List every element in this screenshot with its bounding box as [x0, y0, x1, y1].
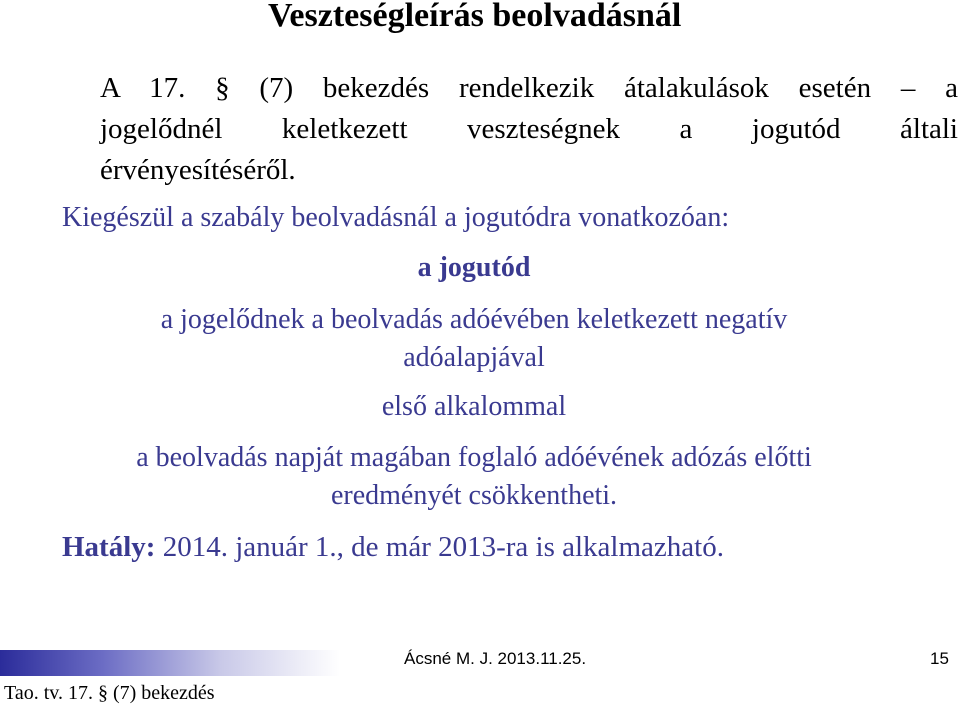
first-time-text: első alkalommal — [381, 391, 567, 422]
effective-date — [62, 527, 724, 567]
loss-line-2: adóalapjával — [403, 342, 545, 373]
subject-heading: a jogutód — [417, 252, 531, 283]
footer-gradient-bar — [0, 650, 340, 676]
footer-page-number: 15 — [930, 649, 949, 668]
intro-line-1: A 17. § (7) bekezdés rendelkezik átalakulások esetén – a — [100, 72, 958, 104]
deduct-line-1: a beolvadás napját magában foglaló adóévének adózás előtti — [136, 442, 812, 473]
effective-label: Hatály: — [62, 531, 156, 563]
effective-text: 2014. január 1., de már 2013-ra is alkalmazható. — [155, 531, 724, 563]
intro-paragraph — [100, 68, 958, 191]
supplement-text: Kiegészül a szabály beolvadásnál a jogutódra vonatkozóan: — [62, 202, 730, 233]
intro-line-3: érvényesítéséről. — [100, 154, 296, 186]
loss-line-1: a jogelődnek a beolvadás adóévében keletkezett negatív — [160, 304, 788, 335]
footer-author-date: Ácsné M. J. 2013.11.25. — [404, 649, 587, 668]
footer-reference: Tao. tv. 17. § (7) bekezdés — [4, 682, 215, 704]
deduct-line-2: eredményét csökkentheti. — [330, 480, 618, 511]
intro-line-2: jogelődnél keletkezett veszteségnek a jogutód általi — [100, 113, 958, 145]
slide-title: Veszteségleírás beolvadásnál — [268, 0, 682, 34]
